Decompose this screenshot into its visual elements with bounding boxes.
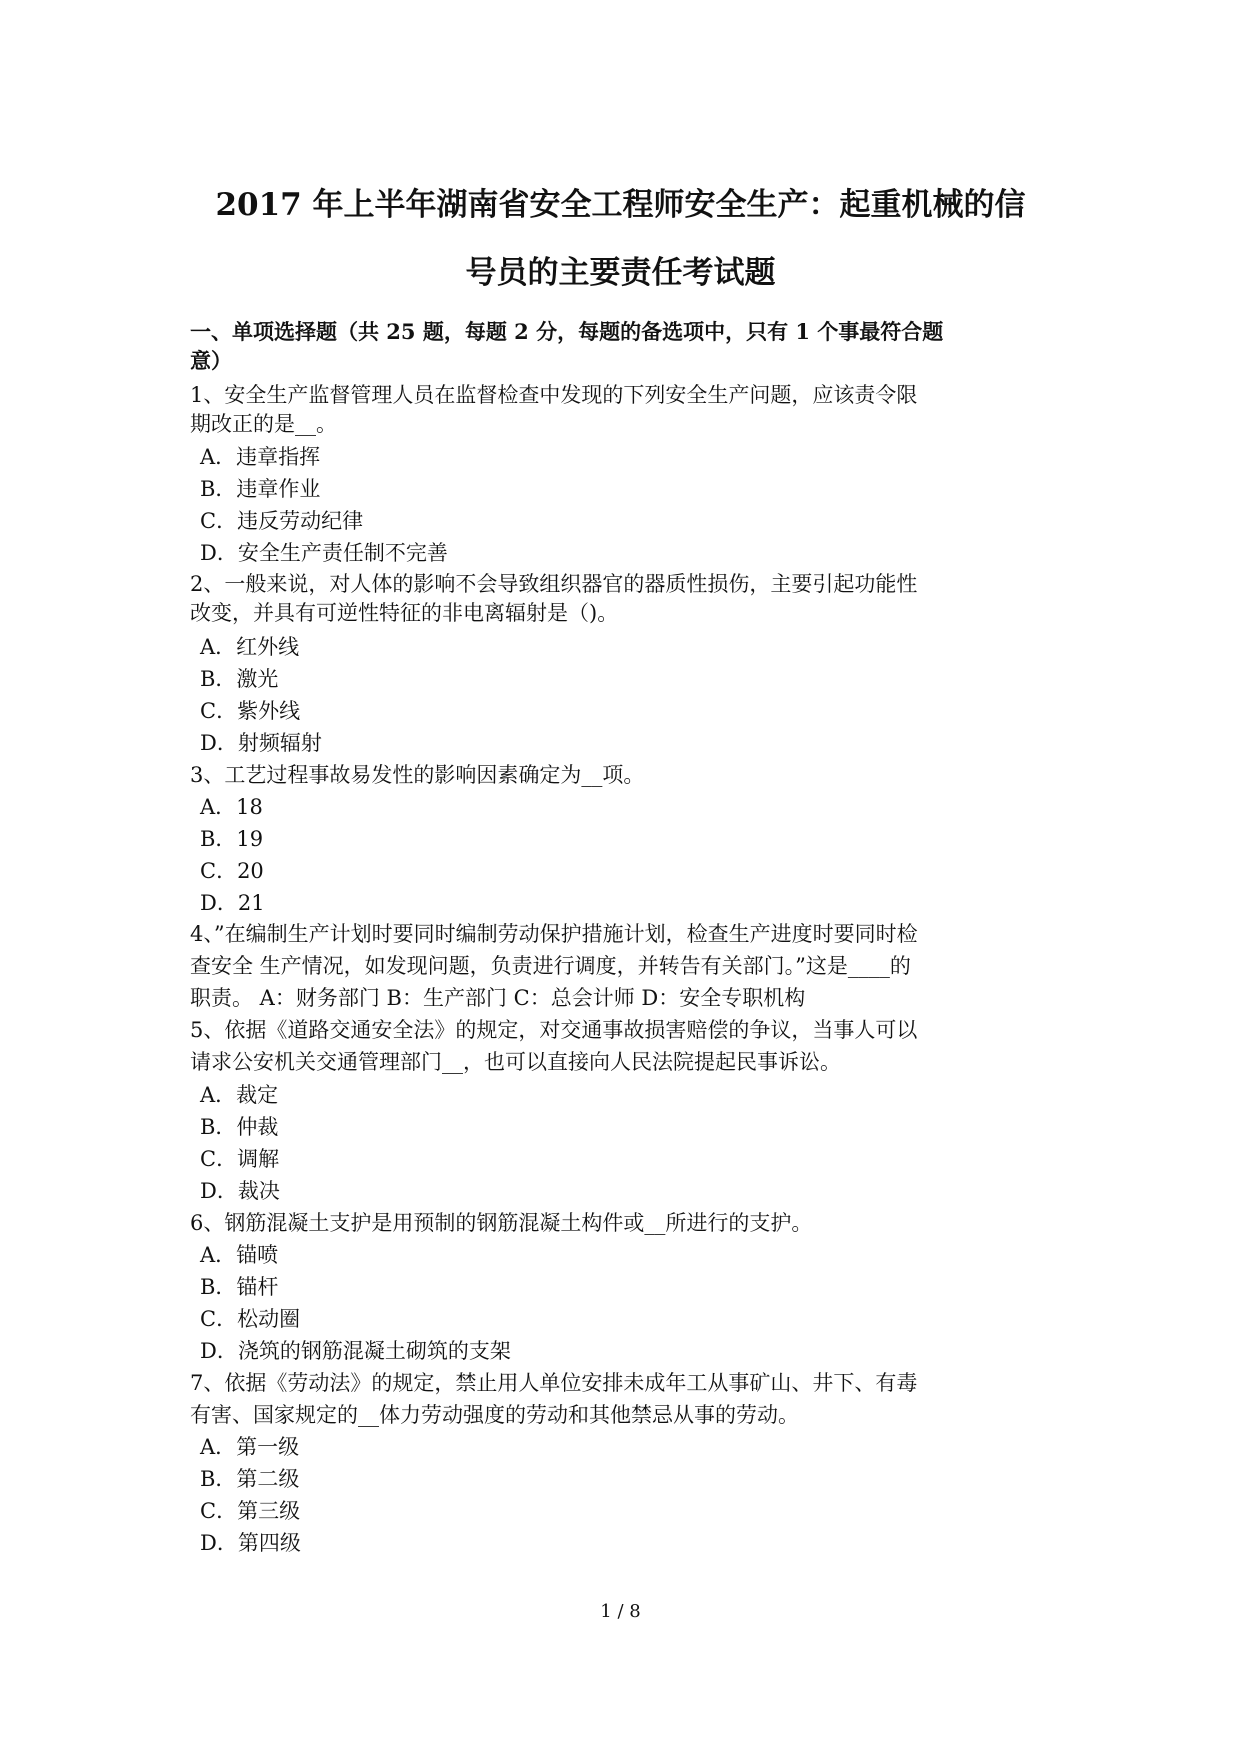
question-5-text: 5、依据《道路交通安全法》的规定，对交通事故损害赔偿的争议，当事人可以 [190, 1018, 918, 1042]
question-2-option-c: C．紫外线 [200, 699, 301, 723]
question-2-option-d: D．射频辐射 [200, 731, 322, 755]
question-7-text: 有害、国家规定的__体力劳动强度的劳动和其他禁忌从事的劳动。 [190, 1403, 799, 1427]
question-1-option-d: D．安全生产责任制不完善 [200, 541, 448, 565]
question-7-option-d: D．第四级 [200, 1531, 301, 1555]
section-heading-line-1: 一、单项选择题（共 25 题，每题 2 分，每题的备选项中，只有 1 个事最符合题 [190, 319, 944, 344]
question-2-option-b: B．激光 [200, 667, 279, 691]
question-5-option-a: A．裁定 [200, 1083, 279, 1107]
question-7-option-a: A．第一级 [200, 1435, 300, 1459]
question-4-text: 4、”在编制生产计划时要同时编制劳动保护措施计划，检查生产进度时要同时检 [190, 922, 918, 946]
page-number: 1 / 8 [600, 1601, 641, 1622]
question-3-option-c: C．20 [200, 859, 264, 883]
question-6-option-d: D．浇筑的钢筋混凝土砌筑的支架 [200, 1339, 511, 1363]
question-6-text: 6、钢筋混凝土支护是用预制的钢筋混凝土构件或__所进行的支护。 [190, 1211, 813, 1235]
question-1-option-b: B．违章作业 [200, 477, 321, 501]
question-5-option-d: D．裁决 [200, 1179, 280, 1203]
section-heading-line-2: 意） [190, 348, 232, 373]
question-7-option-b: B．第二级 [200, 1467, 300, 1491]
question-7-text: 7、依据《劳动法》的规定，禁止用人单位安排未成年工从事矿山、井下、有毒 [190, 1371, 918, 1395]
question-2-text: 2、一般来说，对人体的影响不会导致组织器官的器质性损伤，主要引起功能性 [190, 572, 918, 596]
question-3-option-d: D．21 [200, 891, 265, 915]
question-3-text: 3、工艺过程事故易发性的影响因素确定为__项。 [190, 763, 645, 787]
question-5-text: 请求公安机关交通管理部门__，也可以直接向人民法院提起民事诉讼。 [190, 1050, 841, 1074]
document-title-line-1: 2017 年上半年湖南省安全工程师安全生产：起重机械的信 [215, 187, 1026, 223]
question-1-option-a: A．违章指挥 [200, 445, 321, 469]
question-7-option-c: C．第三级 [200, 1499, 301, 1523]
question-1-option-c: C．违反劳动纪律 [200, 509, 364, 533]
question-4-text: 职责。 A：财务部门 B：生产部门 C：总会计师 D：安全专职机构 [190, 986, 806, 1010]
question-3-option-a: A．18 [200, 795, 263, 819]
question-3-option-b: B．19 [200, 827, 264, 851]
question-5-option-c: C．调解 [200, 1147, 280, 1171]
question-2-option-a: A．红外线 [200, 635, 300, 659]
question-5-option-b: B．仲裁 [200, 1115, 279, 1139]
question-1-text: 期改正的是__。 [190, 412, 337, 436]
question-1-text: 1、安全生产监督管理人员在监督检查中发现的下列安全生产问题，应该责令限 [190, 383, 918, 407]
question-4-text: 查安全 生产情况，如发现问题，负责进行调度，并转告有关部门。”这是____的 [190, 954, 911, 978]
question-2-text: 改变，并具有可逆性特征的非电离辐射是（)。 [190, 601, 619, 625]
document-title-line-2: 号员的主要责任考试题 [465, 255, 776, 291]
question-6-option-a: A．锚喷 [200, 1243, 279, 1267]
question-6-option-b: B．锚杆 [200, 1275, 279, 1299]
question-6-option-c: C．松动圈 [200, 1307, 301, 1331]
